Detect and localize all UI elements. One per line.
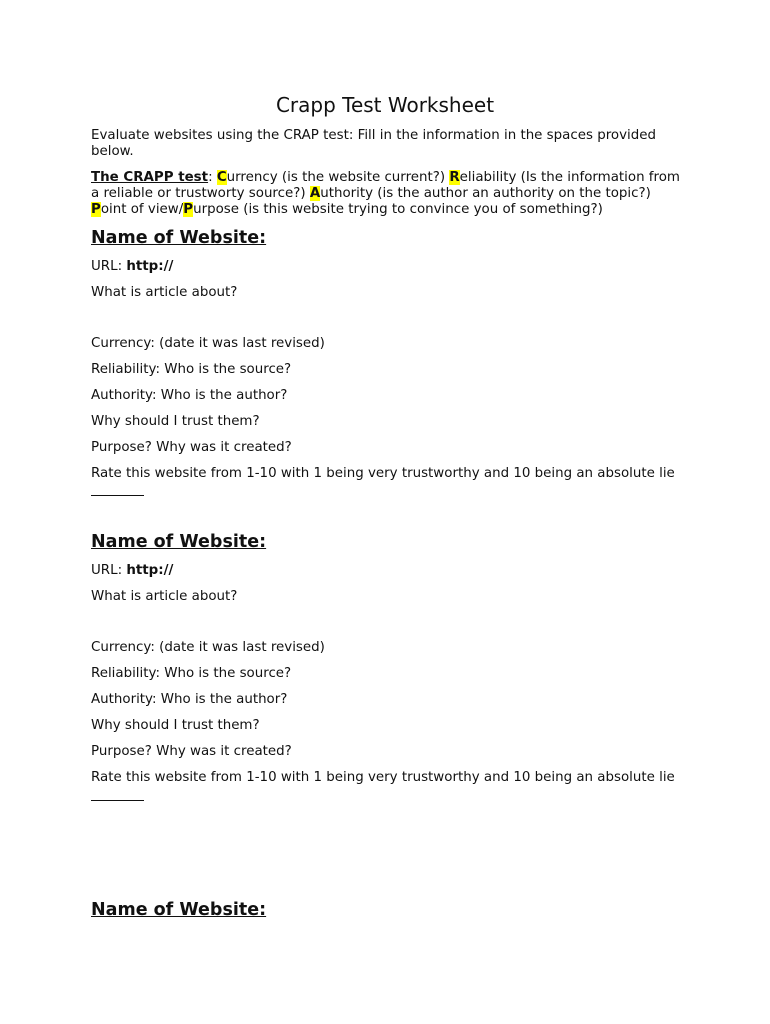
section-2-heading: Name of Website: xyxy=(91,532,267,552)
section-1-authority: Authority: Who is the author? xyxy=(91,388,288,403)
section-1-trust: Why should I trust them? xyxy=(91,414,260,429)
section-1-currency: Currency: (date it was last revised) xyxy=(91,336,325,351)
section-2-rating-blank xyxy=(91,800,144,801)
section-2-rate: Rate this website from 1-10 with 1 being very trustworthy and 10 being an absolute lie xyxy=(91,770,675,785)
section-1-rating-blank xyxy=(91,495,144,496)
section-2-authority: Authority: Who is the author? xyxy=(91,692,288,707)
section-1-rate: Rate this website from 1-10 with 1 being very trustworthy and 10 being an absolute lie xyxy=(91,466,675,481)
highlight-c: C xyxy=(216,170,227,185)
section-2-purpose: Purpose? Why was it created? xyxy=(91,744,292,759)
currency-def: urrency (is the website current?) xyxy=(226,170,450,185)
purpose-def: urpose (is this website trying to convince you of something?) xyxy=(193,202,603,217)
highlight-p2: P xyxy=(183,202,194,217)
crapp-definition xyxy=(91,170,681,218)
section-2-reliability: Reliability: Who is the source? xyxy=(91,666,292,681)
point-of-view-def: oint of view/ xyxy=(100,202,184,217)
highlight-a: A xyxy=(309,186,321,201)
url-value: http:// xyxy=(126,259,174,274)
url-label: URL: xyxy=(91,259,127,274)
crapp-lead-sep: : xyxy=(208,170,217,185)
section-1-about: What is article about? xyxy=(91,285,238,300)
reliability-def: eliability (Is the information from a reliable or trustworty source?) xyxy=(91,170,680,201)
section-2-url xyxy=(91,563,173,578)
highlight-r: R xyxy=(449,170,460,185)
section-3-heading: Name of Website: xyxy=(91,900,267,920)
section-2-trust: Why should I trust them? xyxy=(91,718,260,733)
section-1-heading: Name of Website: xyxy=(91,228,267,248)
page-title: Crapp Test Worksheet xyxy=(275,93,495,117)
section-1-reliability: Reliability: Who is the source? xyxy=(91,362,292,377)
url-value: http:// xyxy=(126,563,174,578)
highlight-p1: P xyxy=(91,202,101,217)
section-2-about: What is article about? xyxy=(91,589,238,604)
crapp-lead: The CRAPP test xyxy=(91,170,209,185)
intro-text: Evaluate websites using the CRAP test: Fill in the information in the spaces provided below. xyxy=(91,128,656,159)
url-label: URL: xyxy=(91,563,127,578)
authority-def: uthority (is the author an authority on the topic?) xyxy=(320,186,651,201)
section-1-url xyxy=(91,259,173,274)
section-1-purpose: Purpose? Why was it created? xyxy=(91,440,292,455)
section-2-currency: Currency: (date it was last revised) xyxy=(91,640,325,655)
